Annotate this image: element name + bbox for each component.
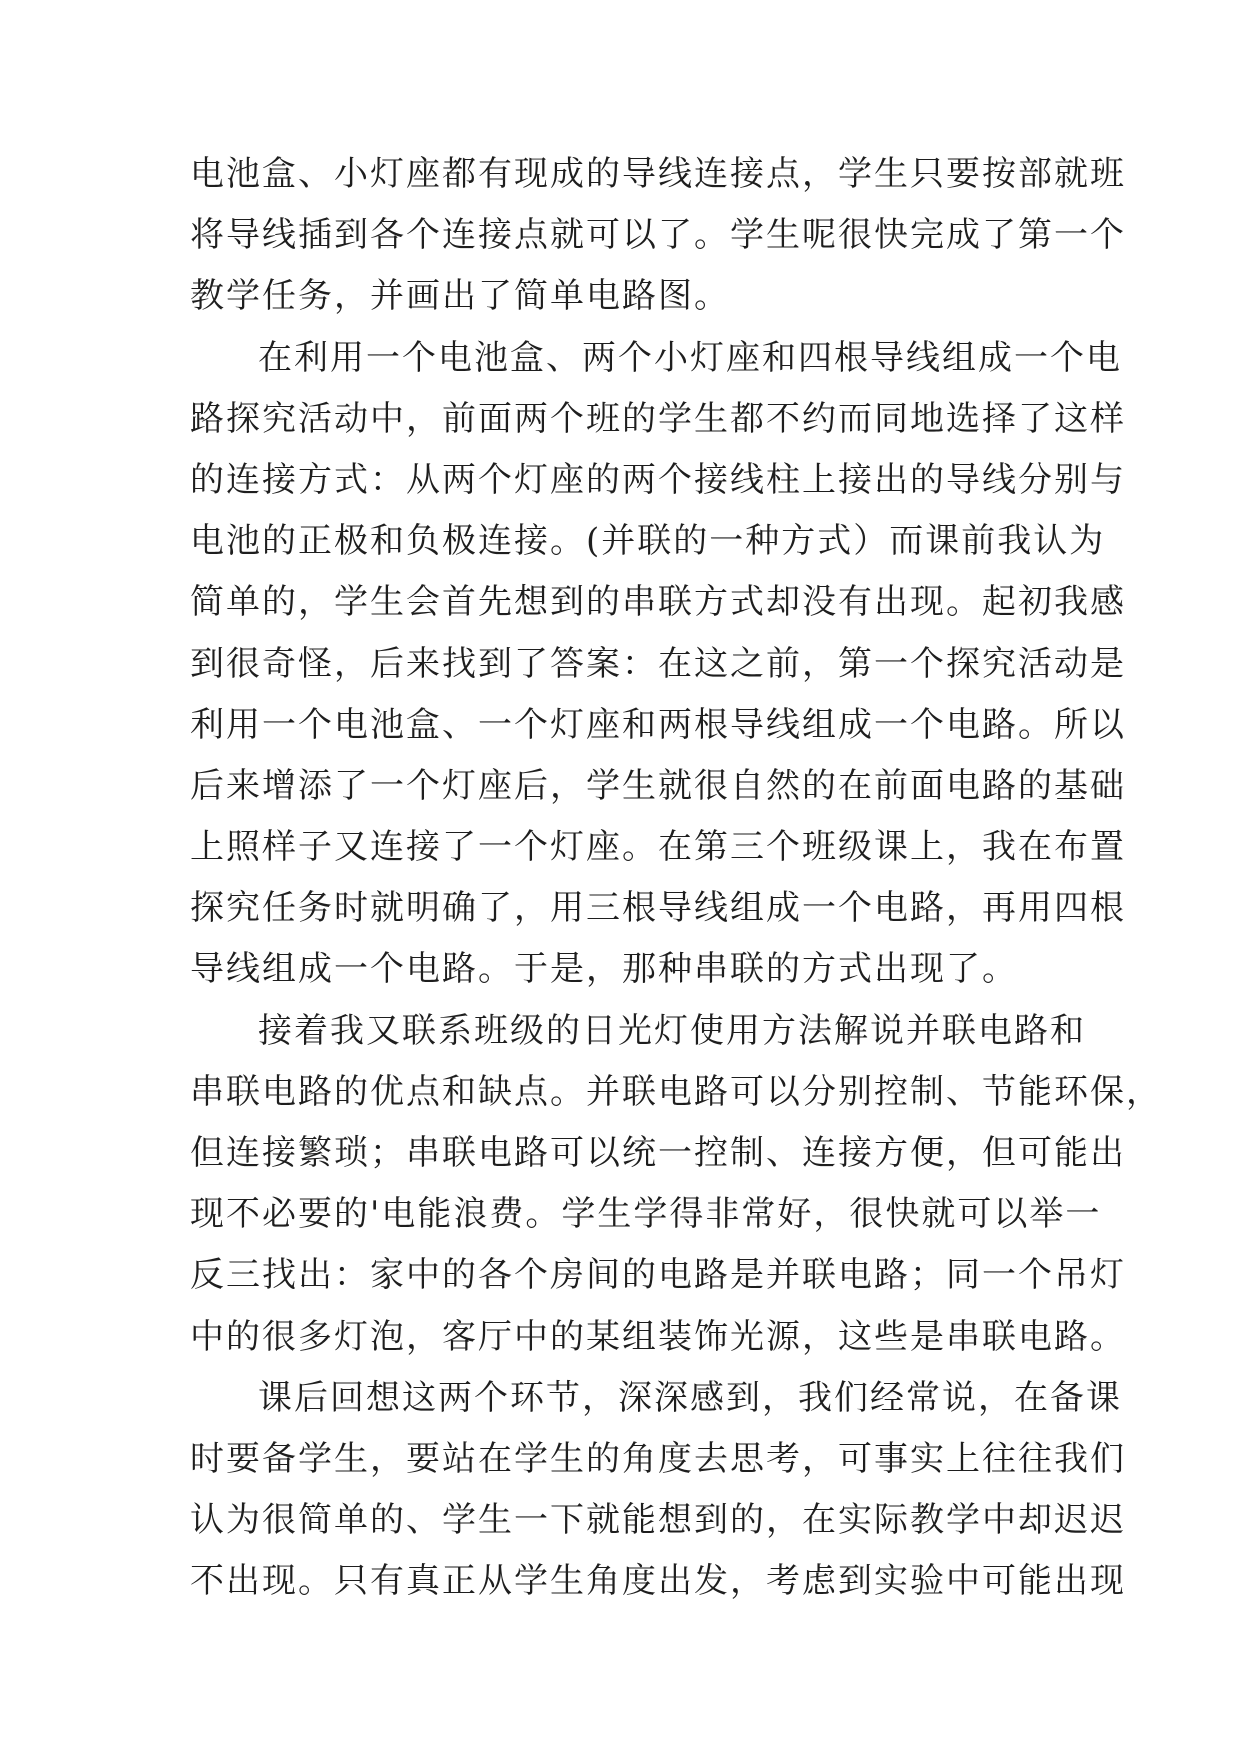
text-line: 电池的正极和负极连接。(并联的一种方式）而课前我认为 xyxy=(190,521,1106,562)
text-line: 认为很简单的、学生一下就能想到的，在实际教学中却迟迟 xyxy=(190,1500,1126,1541)
text-line: 时要备学生，要站在学生的角度去思考，可事实上往往我们 xyxy=(190,1438,1126,1479)
text-line: 教学任务，并画出了简单电路图。 xyxy=(190,276,730,317)
text-line: 后来增添了一个灯座后，学生就很自然的在前面电路的基础 xyxy=(190,765,1126,806)
text-line: 中的很多灯泡，客厅中的某组装饰光源，这些是串联电路。 xyxy=(190,1316,1126,1357)
text-line: 探究任务时就明确了，用三根导线组成一个电路，再用四根 xyxy=(190,888,1126,929)
text-line: 利用一个电池盒、一个灯座和两根导线组成一个电路。所以 xyxy=(190,704,1126,745)
text-line: 不出现。只有真正从学生角度出发，考虑到实验中可能出现 xyxy=(190,1561,1126,1602)
text-line: 反三找出：家中的各个房间的电路是并联电路；同一个吊灯 xyxy=(190,1255,1126,1296)
text-line: 但连接繁琐；串联电路可以统一控制、连接方便，但可能出 xyxy=(190,1133,1126,1173)
text-line: 简单的，学生会首先想到的串联方式却没有出现。起初我感 xyxy=(190,582,1126,623)
text-line: 串联电路的优点和缺点。并联电路可以分别控制、节能环保， xyxy=(190,1071,1162,1112)
paragraph-first-line: 接着我又联系班级的日光灯使用方法解说并联电路和 xyxy=(258,1010,1086,1051)
paragraph-first-line: 在利用一个电池盒、两个小灯座和四根导线组成一个电 xyxy=(258,337,1122,378)
text-line: 电池盒、小灯座都有现成的导线连接点，学生只要按部就班 xyxy=(190,154,1126,194)
text-line: 路探究活动中，前面两个班的学生都不约而同地选择了这样 xyxy=(190,398,1126,439)
text-line: 将导线插到各个连接点就可以了。学生呢很快完成了第一个 xyxy=(190,215,1126,256)
text-line: 现不必要的'电能浪费。学生学得非常好，很快就可以举一 xyxy=(190,1194,1102,1235)
text-line: 上照样子又连接了一个灯座。在第三个班级课上，我在布置 xyxy=(190,827,1126,868)
text-line: 到很奇怪，后来找到了答案：在这之前，第一个探究活动是 xyxy=(190,643,1126,684)
text-line: 的连接方式：从两个灯座的两个接线柱上接出的导线分别与 xyxy=(190,459,1126,500)
text-line: 导线组成一个电路。于是，那种串联的方式出现了。 xyxy=(190,949,1018,990)
paragraph-first-line: 课后回想这两个环节，深深感到，我们经常说，在备课 xyxy=(258,1377,1122,1418)
body-text xyxy=(190,144,1162,1613)
